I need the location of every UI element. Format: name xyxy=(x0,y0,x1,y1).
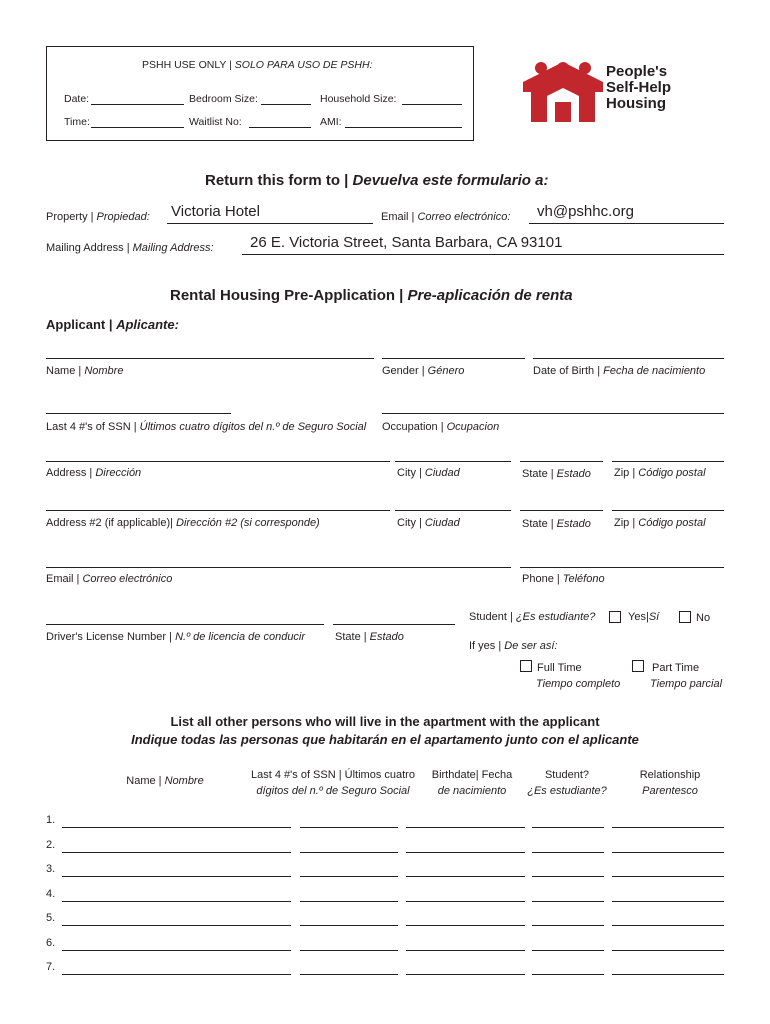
parttime-checkbox[interactable] xyxy=(632,660,644,672)
office-bedroom-line[interactable] xyxy=(261,104,311,105)
city2-label: City | Ciudad xyxy=(397,517,460,529)
license-field[interactable] xyxy=(46,624,324,625)
row-student-field[interactable] xyxy=(532,876,604,877)
ssn-field[interactable] xyxy=(46,413,231,414)
row-number: 6. xyxy=(46,937,56,949)
row-number: 4. xyxy=(46,888,56,900)
name-label: Name | Nombre xyxy=(46,365,124,377)
col-ssn-header: Last 4 #'s of SSN | Últimos cuatro dígitos del n.º de Seguro Social xyxy=(251,769,415,797)
occupation-field[interactable] xyxy=(382,413,724,414)
property-label: Property | Propiedad: xyxy=(46,211,150,223)
row-student-field[interactable] xyxy=(532,852,604,853)
parttime-label: Part Time Tiempo parcial xyxy=(650,662,723,690)
phone-label: Phone | Teléfono xyxy=(522,573,605,585)
property-field[interactable] xyxy=(167,223,373,224)
office-time-label: Time: xyxy=(64,116,90,128)
city-field[interactable] xyxy=(395,461,511,462)
row-student-field[interactable] xyxy=(532,974,604,975)
row-name-field[interactable] xyxy=(62,950,291,951)
row-ssn-field[interactable] xyxy=(300,876,398,877)
office-ami-label: AMI: xyxy=(320,116,342,128)
row-name-field[interactable] xyxy=(62,974,291,975)
zip2-label: Zip | Código postal xyxy=(614,517,706,529)
row-number: 3. xyxy=(46,863,56,875)
city-label: City | Ciudad xyxy=(397,467,460,479)
mailing-label: Mailing Address | Mailing Address: xyxy=(46,242,214,254)
address-label: Address | Dirección xyxy=(46,467,142,479)
fulltime-checkbox[interactable] xyxy=(520,660,532,672)
gender-label: Gender | Género xyxy=(382,365,465,377)
address2-label: Address #2 (if applicable)| Dirección #2 (si corresponde) xyxy=(46,517,320,529)
office-waitlist-label: Waitlist No: xyxy=(189,116,242,128)
col-relationship-header: Relationship Parentesco xyxy=(639,769,701,797)
row-ssn-field[interactable] xyxy=(300,827,398,828)
row-number: 5. xyxy=(46,912,56,924)
row-number: 7. xyxy=(46,961,56,973)
row-birthdate-field[interactable] xyxy=(406,974,525,975)
city2-field[interactable] xyxy=(395,510,511,511)
row-relationship-field[interactable] xyxy=(612,876,724,877)
row-ssn-field[interactable] xyxy=(300,950,398,951)
row-name-field[interactable] xyxy=(62,925,291,926)
row-number: 2. xyxy=(46,839,56,851)
row-student-field[interactable] xyxy=(532,901,604,902)
others-title: List all other persons who will live in the apartment with the applicant xyxy=(170,714,600,729)
return-title: Return this form to | Devuelva este formulario a: xyxy=(205,172,549,189)
email-label: Email | Correo electrónico xyxy=(46,573,173,585)
office-date-line[interactable] xyxy=(91,104,184,105)
student-yes-checkbox[interactable] xyxy=(609,611,621,623)
row-relationship-field[interactable] xyxy=(612,827,724,828)
property-value: Victoria Hotel xyxy=(171,203,260,220)
fulltime-label: Full Time Tiempo completo xyxy=(536,662,621,690)
address2-field[interactable] xyxy=(46,510,390,511)
mailing-value: 26 E. Victoria Street, Santa Barbara, CA 93101 xyxy=(250,234,563,251)
row-name-field[interactable] xyxy=(62,876,291,877)
student-yes-label: Yes|Sí xyxy=(628,611,660,623)
gender-field[interactable] xyxy=(382,358,525,359)
row-student-field[interactable] xyxy=(532,950,604,951)
row-student-field[interactable] xyxy=(532,925,604,926)
row-ssn-field[interactable] xyxy=(300,901,398,902)
row-relationship-field[interactable] xyxy=(612,925,724,926)
zip2-field[interactable] xyxy=(612,510,724,511)
office-bedroom-label: Bedroom Size: xyxy=(189,93,258,105)
logo-text: People's Self-Help Housing xyxy=(606,63,672,112)
occupation-label: Occupation | Ocupacion xyxy=(382,421,500,433)
office-household-label: Household Size: xyxy=(320,93,397,105)
license-state-label: State | Estado xyxy=(335,631,404,643)
email-return-value: vh@pshhc.org xyxy=(537,203,634,220)
row-birthdate-field[interactable] xyxy=(406,925,525,926)
office-use-box xyxy=(46,46,474,141)
row-relationship-field[interactable] xyxy=(612,901,724,902)
col-birth-header: Birthdate| Fecha de nacimiento xyxy=(431,769,513,797)
dob-label: Date of Birth | Fecha de nacimiento xyxy=(533,365,706,377)
name-field[interactable] xyxy=(46,358,374,359)
state2-field[interactable] xyxy=(520,510,603,511)
row-birthdate-field[interactable] xyxy=(406,827,525,828)
address-field[interactable] xyxy=(46,461,390,462)
row-birthdate-field[interactable] xyxy=(406,876,525,877)
dob-field[interactable] xyxy=(533,358,724,359)
student-label: Student | ¿Es estudiante? xyxy=(469,611,596,623)
row-ssn-field[interactable] xyxy=(300,974,398,975)
preapp-title: Rental Housing Pre-Application | Pre-aplicación de renta xyxy=(170,287,573,304)
license-label: Driver's License Number | N.º de licencia de conducir xyxy=(46,631,306,643)
row-name-field[interactable] xyxy=(62,827,291,828)
office-ami-line[interactable] xyxy=(345,127,462,128)
ssn-label: Last 4 #'s of SSN | Últimos cuatro dígitos del n.º de Seguro Social xyxy=(46,421,367,433)
student-no-label: No xyxy=(696,612,711,624)
state2-label: State | Estado xyxy=(522,518,591,530)
zip-label: Zip | Código postal xyxy=(614,467,706,479)
zip-field[interactable] xyxy=(612,461,724,462)
mailing-field[interactable] xyxy=(242,254,724,255)
office-time-line[interactable] xyxy=(91,127,184,128)
phone-field[interactable] xyxy=(520,567,724,568)
row-name-field[interactable] xyxy=(62,901,291,902)
office-date-label: Date: xyxy=(64,93,90,105)
col-student-header: Student? ¿Es estudiante? xyxy=(527,769,607,797)
row-relationship-field[interactable] xyxy=(612,852,724,853)
row-birthdate-field[interactable] xyxy=(406,901,525,902)
state-field[interactable] xyxy=(520,461,603,462)
row-birthdate-field[interactable] xyxy=(406,950,525,951)
office-household-line[interactable] xyxy=(402,104,462,105)
license-state-field[interactable] xyxy=(333,624,455,625)
row-number: 1. xyxy=(46,814,56,826)
office-waitlist-line[interactable] xyxy=(249,127,311,128)
ifyes-label: If yes | De ser así: xyxy=(469,640,558,652)
row-student-field[interactable] xyxy=(532,827,604,828)
email-field[interactable] xyxy=(46,567,511,568)
state-label: State | Estado xyxy=(522,468,591,480)
col-name-header: Name | Nombre xyxy=(126,775,204,787)
row-name-field[interactable] xyxy=(62,852,291,853)
student-no-checkbox[interactable] xyxy=(679,611,691,623)
applicant-heading: Applicant | Aplicante: xyxy=(46,317,179,332)
row-ssn-field[interactable] xyxy=(300,925,398,926)
row-ssn-field[interactable] xyxy=(300,852,398,853)
row-relationship-field[interactable] xyxy=(612,950,724,951)
others-title-es: Indique todas las personas que habitarán en el apartamento junto con el aplicante xyxy=(131,732,639,747)
email-return-field[interactable] xyxy=(529,223,724,224)
row-birthdate-field[interactable] xyxy=(406,852,525,853)
office-use-header: PSHH USE ONLY | SOLO PARA USO DE PSHH: xyxy=(142,59,373,71)
row-relationship-field[interactable] xyxy=(612,974,724,975)
email-return-label: Email | Correo electrónico: xyxy=(381,211,511,223)
